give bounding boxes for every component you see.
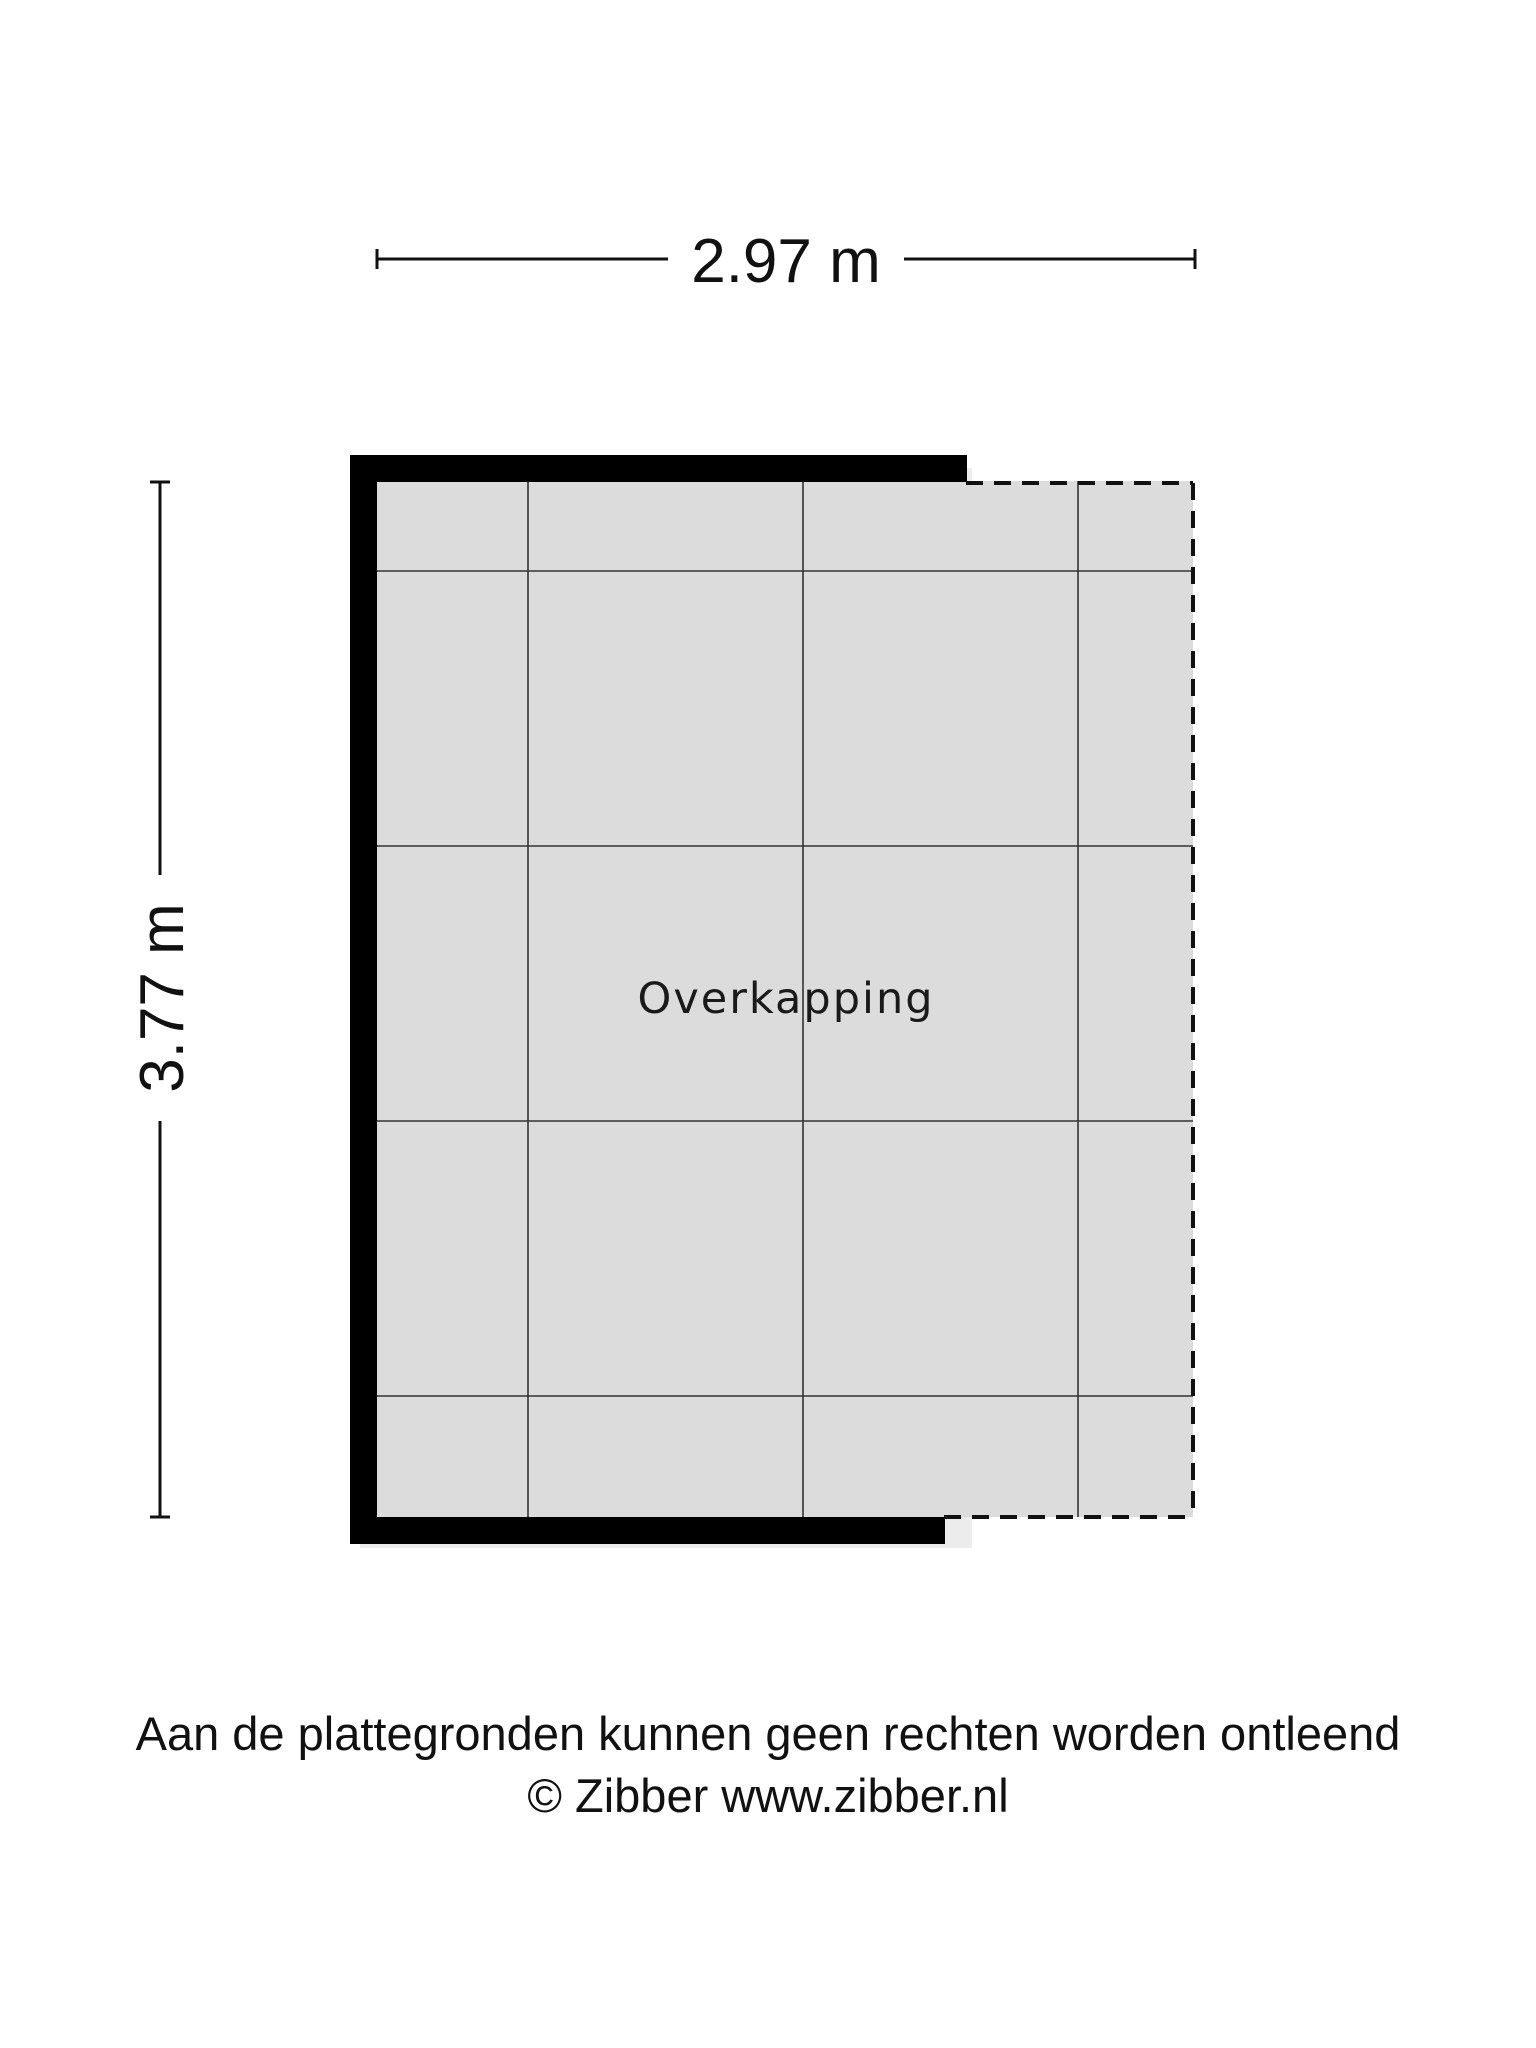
- footer-copyright: © Zibber www.zibber.nl: [527, 1769, 1009, 1822]
- height-dimension: [128, 482, 197, 1517]
- width-dimension: [377, 227, 1195, 296]
- room-overkapping: [350, 455, 1193, 1548]
- footer-disclaimer: Aan de plattegronden kunnen geen rechten worden ontleend: [135, 1707, 1401, 1760]
- wall-left: [350, 455, 377, 1544]
- wall-top: [350, 455, 967, 482]
- wall-bottom: [350, 1517, 945, 1544]
- room-label: Overkapping: [637, 974, 935, 1024]
- height-dimension-label: 3.77 m: [128, 903, 197, 1093]
- width-dimension-label: 2.97 m: [691, 227, 881, 296]
